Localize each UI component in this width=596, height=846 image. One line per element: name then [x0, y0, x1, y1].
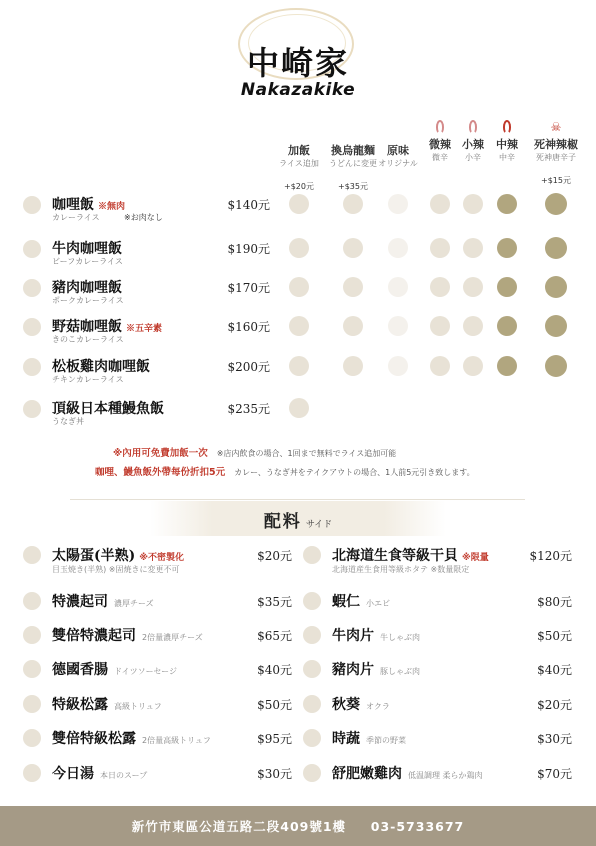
side-bullet [303, 729, 321, 747]
column-header-sublabel: うどんに変更 [329, 159, 377, 168]
side-item-name [332, 591, 390, 611]
side-item-title: 特濃起司 [52, 594, 108, 610]
side-item-title: 舒肥嫩雞肉 [332, 766, 402, 782]
menu-item-name [52, 316, 162, 336]
side-item-title: 雙倍特濃起司 [52, 628, 136, 644]
side-item-name [332, 625, 420, 645]
brand-name: 中崎家 [246, 44, 349, 82]
menu-item-jp: きのこカレーライス [52, 335, 124, 344]
menu-item-jp: チキンカレーライス [52, 375, 124, 384]
column-header [271, 142, 327, 192]
side-bullet [23, 660, 41, 678]
side-item-jp: 高級トリュフ [114, 702, 162, 711]
column-header-label: 小辣 [462, 138, 484, 151]
option-dot [430, 316, 450, 336]
side-bullet [303, 626, 321, 644]
notice-takeout-zh: 咖哩、鰻魚飯外帶每份折扣5元 [95, 467, 226, 478]
menu-item-jp: カレーライス [52, 213, 100, 222]
item-bullet [23, 240, 41, 258]
side-item-jp: 小エビ [366, 599, 390, 608]
side-item-name [52, 694, 162, 714]
column-header-sublabel: オリジナル [378, 159, 418, 168]
option-dot [430, 194, 450, 214]
option-dot [497, 356, 517, 376]
menu-item-name [52, 194, 125, 214]
column-header-label: 微辣 [429, 138, 451, 151]
footer-text [0, 817, 596, 835]
option-dot [545, 276, 567, 298]
item-bullet [23, 318, 41, 336]
column-header-label: 中辣 [496, 138, 518, 151]
option-dot [497, 316, 517, 336]
side-item-title: 北海道生食等級干貝 [332, 548, 458, 564]
column-header [479, 120, 535, 163]
item-bullet [23, 400, 41, 418]
option-dot [388, 194, 408, 214]
side-item-note: ※不密製化 [139, 553, 184, 563]
menu-item-jp: ビーフカレーライス [52, 257, 123, 266]
side-item-jp: 低温調理 柔らか鶏肉 [408, 771, 483, 780]
side-bullet [23, 592, 41, 610]
option-dot [430, 277, 450, 297]
side-item-name [52, 545, 184, 565]
side-item-title: 牛肉片 [332, 628, 374, 644]
side-item-name [332, 763, 483, 783]
side-item-title: 特級松露 [52, 697, 108, 713]
column-header-label: 換烏龍麵 [331, 144, 375, 157]
option-dot [388, 277, 408, 297]
menu-item-note: ※無肉 [98, 202, 126, 212]
notice-takeout [95, 464, 475, 478]
side-item-title: 太陽蛋(半熟) [52, 548, 136, 564]
option-dot [545, 193, 567, 215]
notice-free-rice-zh: ※內用可免費加飯一次 [113, 448, 208, 459]
side-item-name [332, 728, 406, 748]
section-title-zh: 配料 [263, 512, 302, 532]
option-dot [343, 194, 363, 214]
side-item-price: $70元 [537, 767, 572, 781]
option-dot [343, 238, 363, 258]
side-item-price: $40元 [257, 663, 292, 677]
side-item-price: $20元 [257, 549, 292, 563]
item-bullet [23, 196, 41, 214]
side-item-jp: オクラ [366, 702, 390, 711]
menu-item-jp: うなぎ丼 [52, 417, 84, 426]
option-dot [463, 356, 483, 376]
menu-item-name [52, 238, 122, 258]
column-header-price: +$15元 [541, 176, 571, 185]
side-item-subtitle: 目玉焼き(半熟) ※固焼きに変更不可 [52, 565, 180, 574]
side-item-name [332, 659, 420, 679]
side-item-subtitle: 北海道産生食用等級ホタテ ※数量限定 [332, 565, 470, 574]
side-item-title: 秋葵 [332, 697, 360, 713]
option-dot [497, 277, 517, 297]
menu-item-name [52, 356, 150, 376]
menu-item-price: $160元 [227, 320, 270, 334]
side-bullet [303, 764, 321, 782]
menu-item-title: 松板雞肉咖哩飯 [52, 359, 150, 375]
option-dot [463, 194, 483, 214]
side-item-price: $65元 [257, 629, 292, 643]
side-bullet [23, 695, 41, 713]
section-divider [70, 499, 525, 500]
side-item-price: $95元 [257, 732, 292, 746]
column-header [528, 120, 584, 186]
item-bullet [23, 358, 41, 376]
option-dot [289, 277, 309, 297]
item-bullet [23, 279, 41, 297]
menu-item-price: $235元 [227, 402, 270, 416]
column-header-sublabel: 死神唐辛子 [536, 153, 576, 162]
option-dot [343, 277, 363, 297]
side-item-price: $50元 [257, 698, 292, 712]
option-dot [545, 237, 567, 259]
side-item-name [52, 659, 177, 679]
option-dot [463, 238, 483, 258]
column-header-label: 死神辣椒 [534, 138, 578, 151]
side-item-title: 雙倍特級松露 [52, 731, 136, 747]
side-item-name [332, 694, 390, 714]
side-item-title: 今日湯 [52, 766, 94, 782]
side-bullet [23, 546, 41, 564]
side-item-price: $35元 [257, 595, 292, 609]
brand-romaji: Nakazakike [240, 80, 356, 100]
side-item-price: $20元 [537, 698, 572, 712]
section-band-right [384, 501, 446, 536]
footer-phone: 03-5733677 [370, 819, 465, 834]
side-item-name [52, 625, 203, 645]
side-item-title: 德國香腸 [52, 662, 108, 678]
column-header-sublabel: ライス追加 [279, 159, 319, 168]
section-title [212, 507, 384, 532]
option-dot [463, 277, 483, 297]
option-dot [388, 238, 408, 258]
footer-address: 新竹市東區公道五路二段409號1樓 [131, 819, 347, 834]
option-dot [289, 238, 309, 258]
side-item-name [52, 728, 211, 748]
menu-item-note-jp: ※お肉なし [124, 213, 163, 222]
side-item-jp: 本日のスープ [100, 771, 148, 780]
side-item-jp: 濃厚チーズ [114, 599, 154, 608]
flame-icon [469, 120, 477, 134]
side-item-name [52, 591, 154, 611]
menu-item-title: 野菇咖哩飯 [52, 319, 122, 335]
side-item-jp: 牛しゃぶ肉 [380, 633, 420, 642]
option-dot [545, 315, 567, 337]
option-dot [388, 316, 408, 336]
side-item-name [52, 763, 147, 783]
side-item-price: $80元 [537, 595, 572, 609]
side-item-jp: 2倍量高級トリュフ [142, 736, 211, 745]
side-item-jp: 季節の野菜 [366, 736, 406, 745]
side-item-title: 蝦仁 [332, 594, 360, 610]
option-dot [463, 316, 483, 336]
column-header-price: +$35元 [338, 182, 368, 191]
menu-item-price: $140元 [227, 198, 270, 212]
option-dot [430, 238, 450, 258]
menu-item-price: $170元 [227, 281, 270, 295]
side-bullet [23, 764, 41, 782]
menu-item-price: $200元 [227, 360, 270, 374]
notice-takeout-jp: カレー、うなぎ丼をテイクアウトの場合、1人前5元引き致します。 [234, 468, 475, 477]
section-title-jp: サイド [305, 520, 333, 530]
side-bullet [303, 695, 321, 713]
side-item-price: $30元 [537, 732, 572, 746]
menu-item-title: 豬肉咖哩飯 [52, 280, 122, 296]
column-header-price: +$20元 [284, 182, 314, 191]
side-item-price: $120元 [529, 549, 572, 563]
flame-icon [436, 120, 444, 134]
menu-item-title: 頂級日本種鰻魚飯 [52, 401, 164, 417]
side-item-jp: ドイツソーセージ [114, 667, 177, 676]
column-header-sublabel: 微辛 [432, 153, 448, 162]
menu-item-note: ※五辛素 [126, 324, 163, 334]
menu-item-name [52, 277, 122, 297]
notice-free-rice [113, 445, 396, 459]
side-bullet [23, 729, 41, 747]
menu-item-title: 咖哩飯 [52, 197, 94, 213]
option-dot [497, 194, 517, 214]
side-item-price: $30元 [257, 767, 292, 781]
side-item-title: 時蔬 [332, 731, 360, 747]
column-header-label: 加飯 [288, 144, 310, 157]
option-dot [289, 316, 309, 336]
section-band-left [150, 501, 212, 536]
column-header-sublabel: 小辛 [465, 153, 481, 162]
side-bullet [303, 660, 321, 678]
option-dot [343, 356, 363, 376]
side-item-jp: 2倍量濃厚チーズ [142, 633, 203, 642]
side-item-jp: 豚しゃぶ肉 [380, 667, 420, 676]
menu-item-jp: ポークカレーライス [52, 296, 124, 305]
skull-chili-icon: ☠ [550, 120, 562, 134]
option-dot [545, 355, 567, 377]
option-dot [289, 194, 309, 214]
option-dot [289, 398, 309, 418]
side-item-name [332, 545, 489, 565]
menu-item-title: 牛肉咖哩飯 [52, 241, 122, 257]
menu-item-name [52, 398, 164, 418]
side-bullet [303, 546, 321, 564]
column-header-label: 原味 [387, 144, 409, 157]
side-item-title: 豬肉片 [332, 662, 374, 678]
column-header-sublabel: 中辛 [499, 153, 515, 162]
option-dot [343, 316, 363, 336]
flame-icon [503, 120, 511, 134]
side-item-note: ※限量 [462, 553, 489, 563]
side-item-price: $50元 [537, 629, 572, 643]
notice-free-rice-jp: ※店内飲食の場合、1回まで無料でライス追加可能 [216, 449, 397, 458]
option-dot [430, 356, 450, 376]
menu-item-price: $190元 [227, 242, 270, 256]
side-bullet [23, 626, 41, 644]
option-dot [289, 356, 309, 376]
option-dot [497, 238, 517, 258]
option-dot [388, 356, 408, 376]
side-bullet [303, 592, 321, 610]
side-item-price: $40元 [537, 663, 572, 677]
